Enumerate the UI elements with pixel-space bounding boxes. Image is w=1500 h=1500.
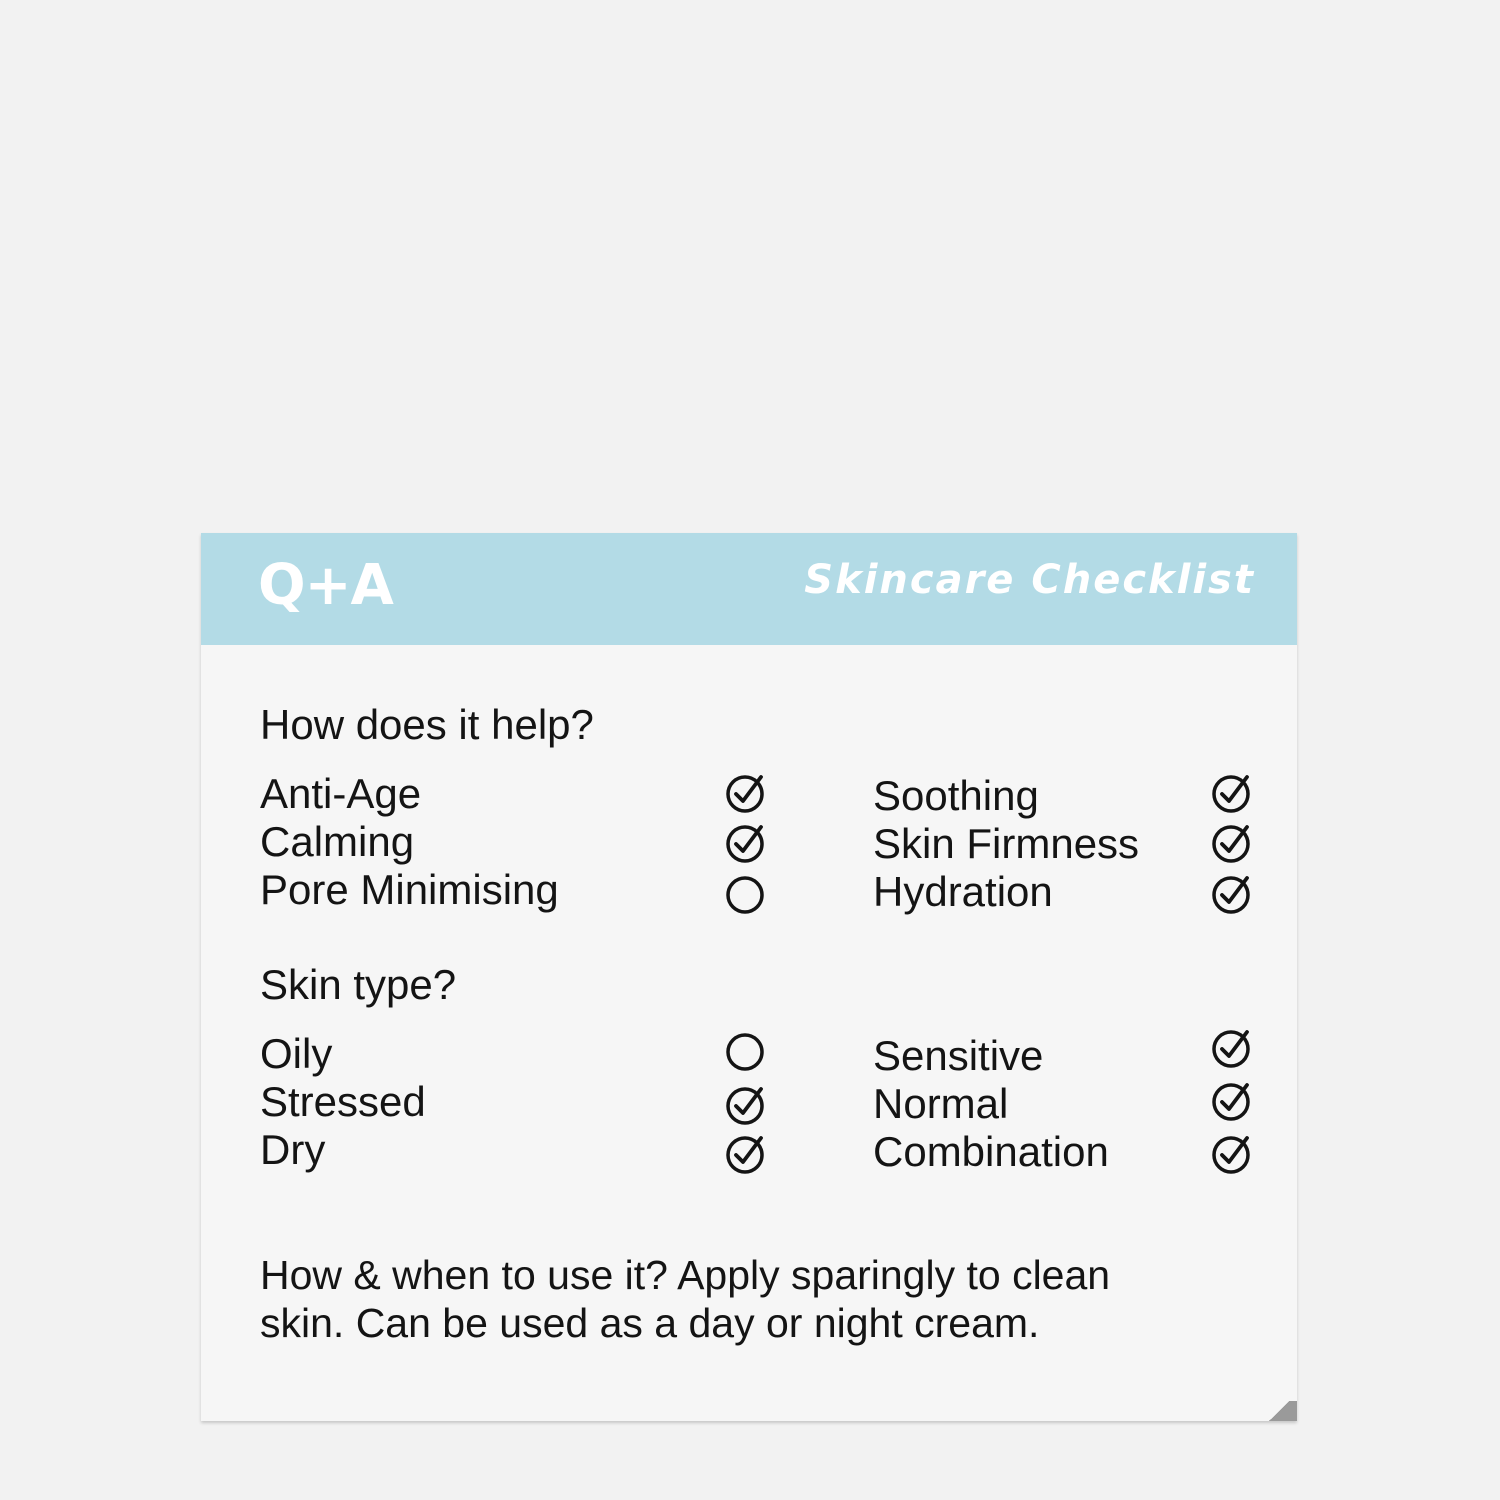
check-circle-icon [1211,1080,1253,1122]
skin-type-label: Normal [873,1080,1009,1127]
header-band [201,533,1297,645]
benefit-label: Skin Firmness [873,820,1140,867]
check-circle-icon [1211,873,1253,915]
benefit-label: Soothing [873,772,1039,819]
check-circle-icon [1211,1027,1253,1069]
usage-line-1: How & when to use it? Apply sparingly to clean [260,1252,1111,1298]
skin-type-label: Combination [873,1128,1109,1175]
folded-corner [1261,1401,1297,1421]
product-box-panel [201,533,1297,1421]
check-circle-icon [725,1133,767,1175]
check-circle-icon [1211,1133,1253,1175]
skin-type-label: Sensitive [873,1032,1044,1079]
empty-circle-icon [725,1030,767,1072]
checklist-title: Skincare Checklist [804,557,1255,603]
usage-line-2: skin. Can be used as a day or night cream. [260,1300,1040,1346]
benefits-question: How does it help? [260,701,594,748]
benefit-label: Anti-Age [260,770,422,817]
check-circle-icon [725,1084,767,1126]
skin-type-label: Stressed [260,1078,426,1125]
check-circle-icon [1211,822,1253,864]
brand-logo: Q+A [258,553,393,618]
check-circle-icon [1211,772,1253,814]
empty-circle-icon [725,873,767,915]
skin-type-question: Skin type? [260,961,457,1008]
benefit-label: Pore Minimising [260,866,559,913]
benefit-label: Hydration [873,868,1053,915]
check-circle-icon [725,822,767,864]
check-circle-icon [725,772,767,814]
skin-type-label: Dry [260,1126,326,1173]
skin-type-label: Oily [260,1030,333,1077]
benefit-label: Calming [260,818,415,865]
usage-instructions [260,1251,1260,1347]
